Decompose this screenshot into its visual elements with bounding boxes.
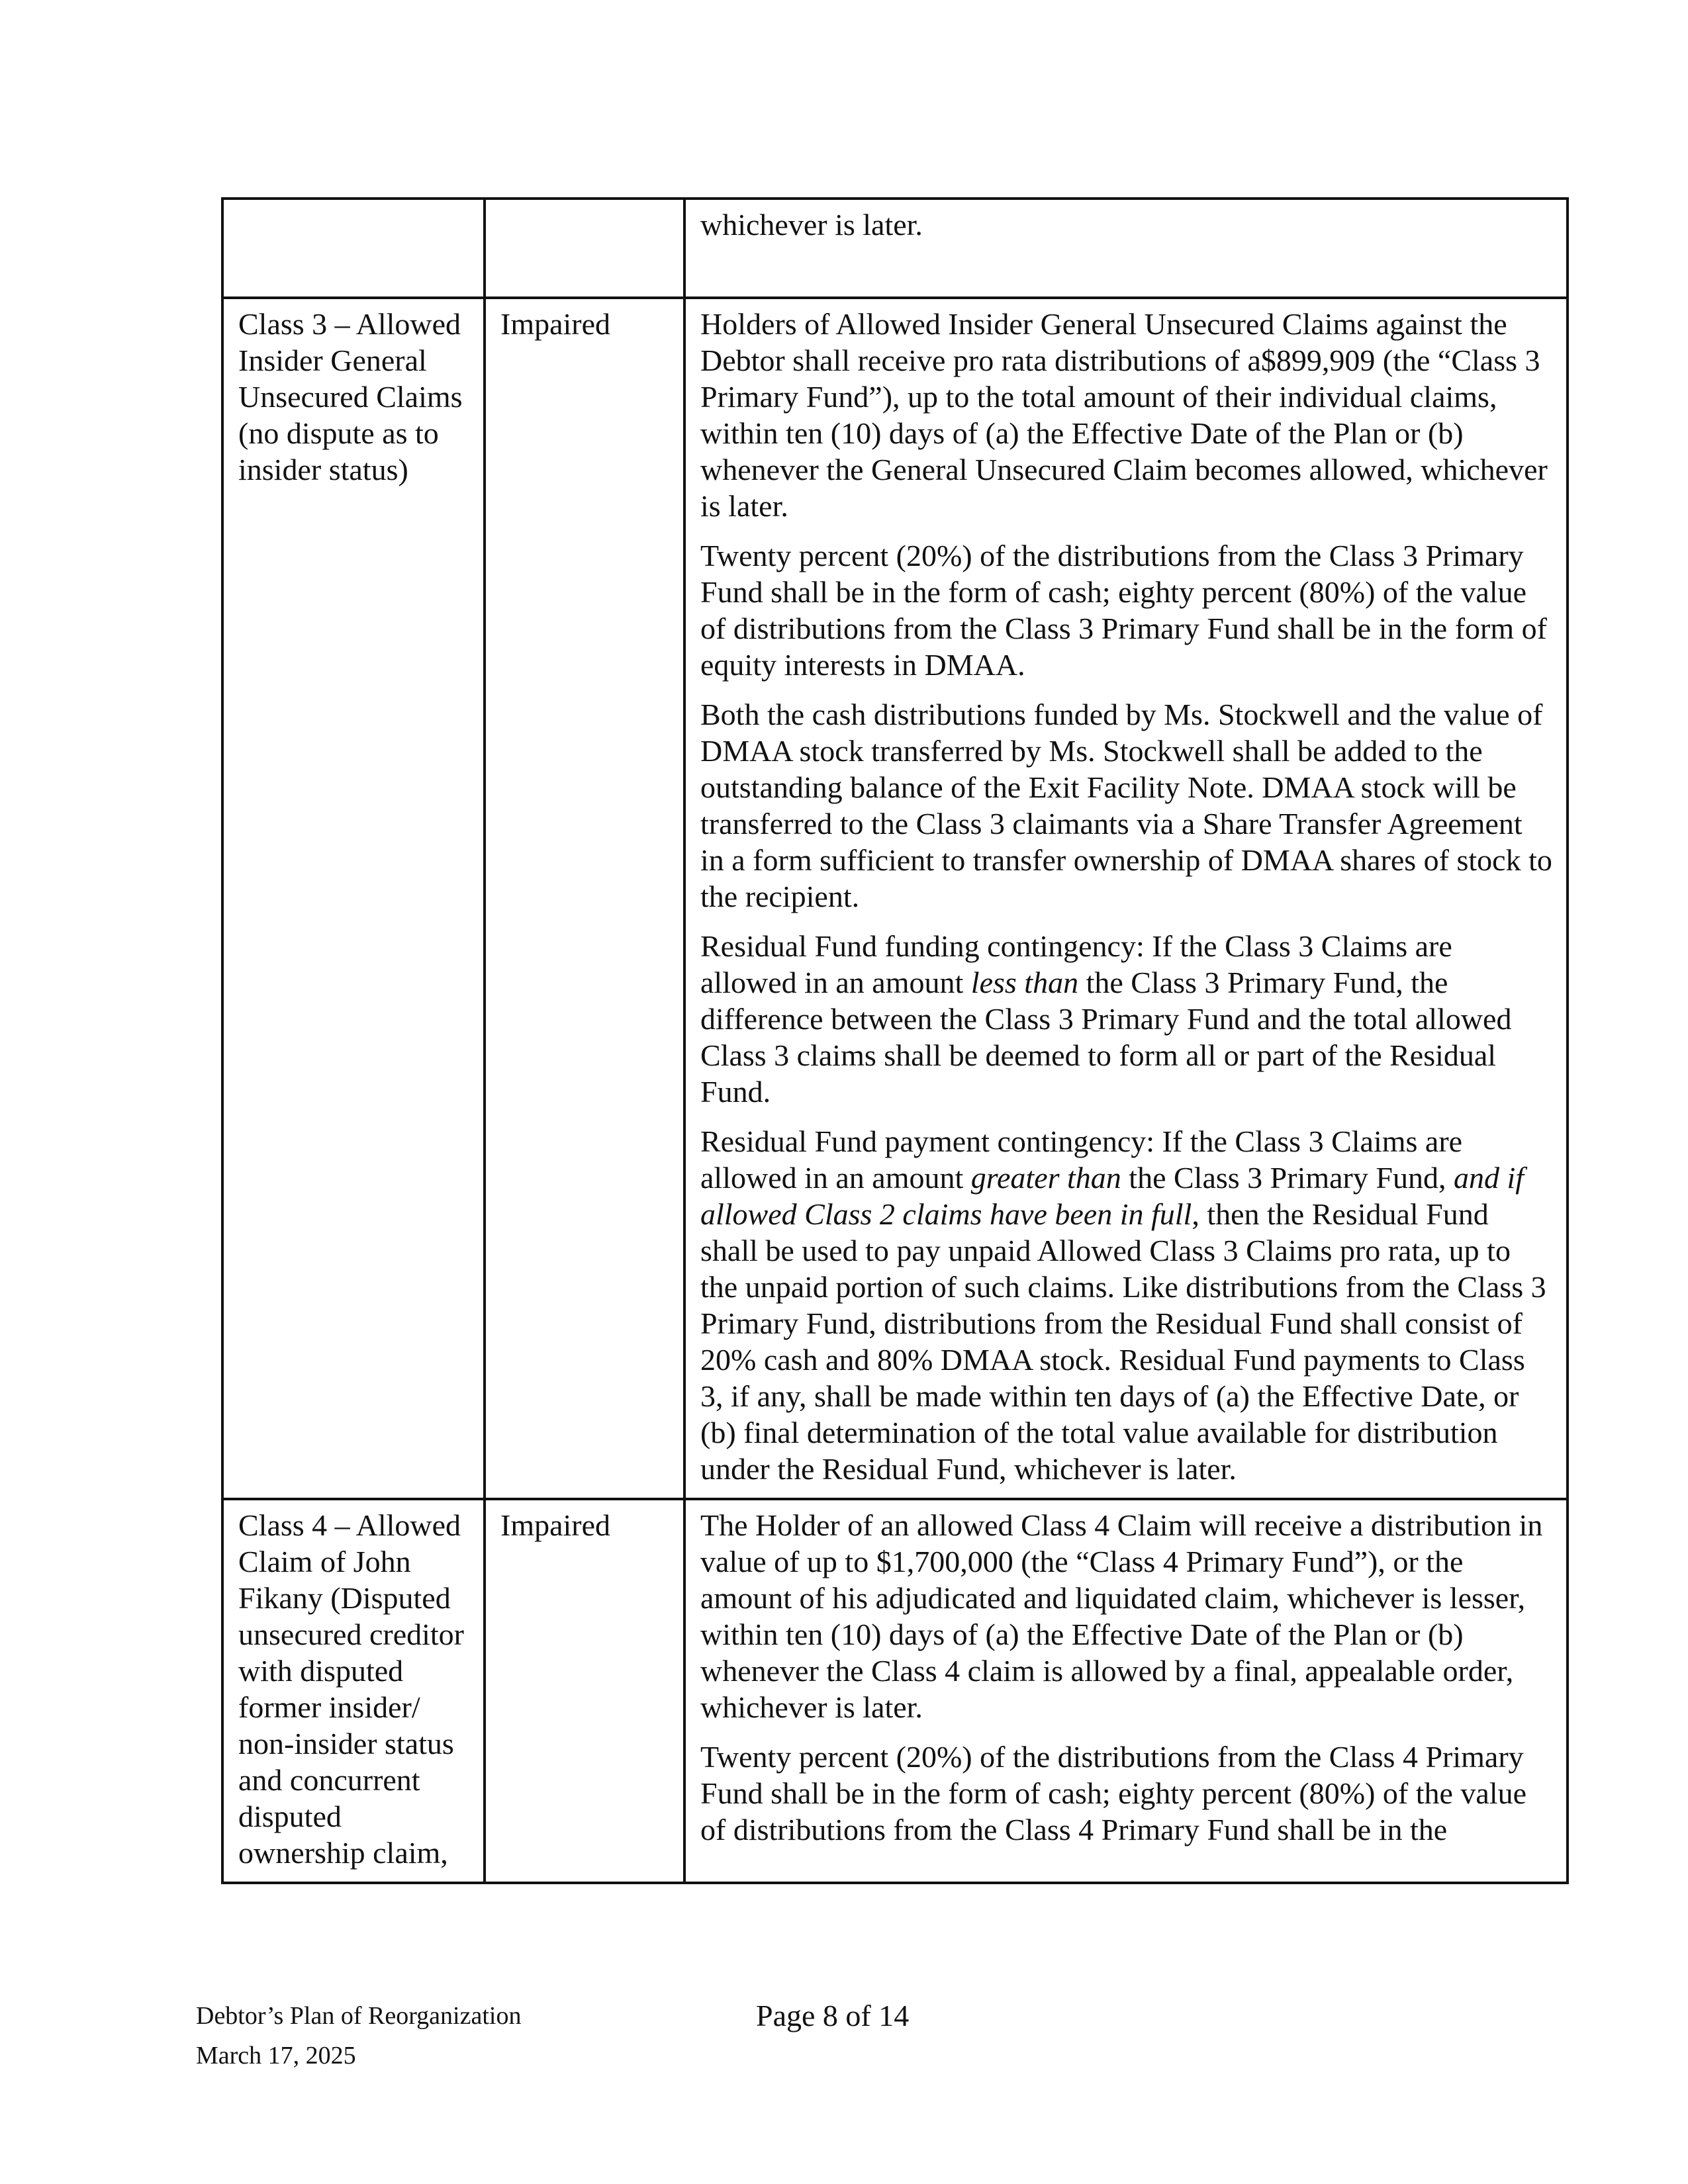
plan-treatment-table: [221, 197, 1569, 1884]
class-4-name-cell: [222, 1499, 485, 1883]
class-cell-empty: [222, 199, 485, 298]
footer-doc-title: Debtor’s Plan of Reorganization: [196, 2002, 522, 2030]
class-3-p4-emphasis: less than: [970, 966, 1079, 999]
footer-document-info: [196, 1996, 521, 2075]
class-3-impairment: Impaired: [500, 307, 611, 341]
class-4-treatment-cell: [684, 1499, 1568, 1883]
class-4-impairment: Impaired: [500, 1508, 611, 1542]
table-row-class-4: [222, 1499, 1568, 1883]
impairment-cell-empty: [485, 199, 684, 298]
continuation-text: whichever is later.: [700, 208, 923, 242]
class-3-p5-emphasis-2: and if allowed Class 2 claims have been in full: [700, 1161, 1524, 1231]
class-3-name-cell: [222, 298, 485, 1499]
class-3-impairment-cell: [485, 298, 684, 1499]
class-3-p5-part-c: , then the Residual Fund shall be used to pay unpaid Allowed Class 3 Claims pro rata, up to the unpaid portion of such claims. Like distributions from the Class 3 Primary Fund, distributions from the Residual Fund shall consist of 20% cash and 80% DMAA stock. Residual Fund payments to Class 3, if any, shall be made within ten days of (a) the Effective Date, or (b) final determination of the total value available for distribution under the Residual Fund, whichever is later.: [700, 1197, 1546, 1486]
class-3-paragraph-3: Both the cash distributions funded by Ms. Stockwell and the value of DMAA stock transferred by Ms. Stockwell shall be added to the outstanding balance of the Exit Facility Note. DMAA stock will be transferred to the Class 3 claimants via a Share Transfer Agreement in a form sufficient to transfer ownership of DMAA shares of stock to the recipient.: [700, 698, 1552, 913]
class-3-name: Class 3 – Allowed Insider General Unsecured Claims (no dispute as to insider status): [238, 307, 463, 486]
footer-date: March 17, 2025: [196, 2042, 356, 2070]
class-4-name: Class 4 – Allowed Claim of John Fikany (Disputed unsecured creditor with disputed former insider/ non-insider status and concurrent disputed ownership claim,: [238, 1508, 465, 1870]
class-3-p5-part-a: Residual Fund payment contingency: If the Class 3 Claims are allowed in an amount: [700, 1124, 1463, 1195]
class-4-impairment-cell: [485, 1499, 684, 1883]
class-3-paragraph-4: [700, 928, 1553, 1110]
table-row-class-3: [222, 298, 1568, 1499]
class-3-p5-part-b: the Class 3 Primary Fund,: [1121, 1161, 1454, 1195]
class-3-paragraph-2: Twenty percent (20%) of the distributions from the Class 3 Primary Fund shall be in the form of cash; eighty percent (80%) of the value of distributions from the Class 3 Primary Fund shall be in the form of equity interests in DMAA.: [700, 539, 1547, 682]
treatment-cell-continuation: [684, 199, 1568, 298]
class-4-paragraph-2: Twenty percent (20%) of the distributions from the Class 4 Primary Fund shall be in the form of cash; eighty percent (80%) of the value of distributions from the Class 4 Primary Fund shall be in the: [700, 1740, 1527, 1846]
class-3-p4-part-b: the Class 3 Primary Fund, the difference between the Class 3 Primary Fund and the total allowed Class 3 claims shall be deemed to form all or part of the Residual Fund.: [700, 966, 1512, 1109]
class-3-paragraph-5: [700, 1123, 1553, 1487]
class-3-p5-emphasis-1: greater than: [970, 1161, 1121, 1195]
class-4-paragraph-1: The Holder of an allowed Class 4 Claim will receive a distribution in value of up to $1,700,000 (the “Class 4 Primary Fund”), or the amount of his adjudicated and liquidated claim, whichever is lesser, within ten (10) days of (a) the Effective Date of the Plan or (b) whenever the Class 4 claim is allowed by a final, appealable order, whichever is later.: [700, 1508, 1543, 1724]
page-number: Page 8 of 14: [756, 1999, 910, 2032]
table-row-continuation: [222, 199, 1568, 298]
class-3-paragraph-1: Holders of Allowed Insider General Unsecured Claims against the Debtor shall receive pro rata distributions of a$899,909 (the “Class 3 Primary Fund”), up to the total amount of their individual claims, within ten (10) days of (a) the Effective Date of the Plan or (b) whenever the General Unsecured Claim becomes allowed, whichever is later.: [700, 307, 1548, 523]
class-3-p4-part-a: Residual Fund funding contingency: If the Class 3 Claims are allowed in an amount: [700, 929, 1452, 999]
class-3-treatment-cell: [684, 298, 1568, 1499]
